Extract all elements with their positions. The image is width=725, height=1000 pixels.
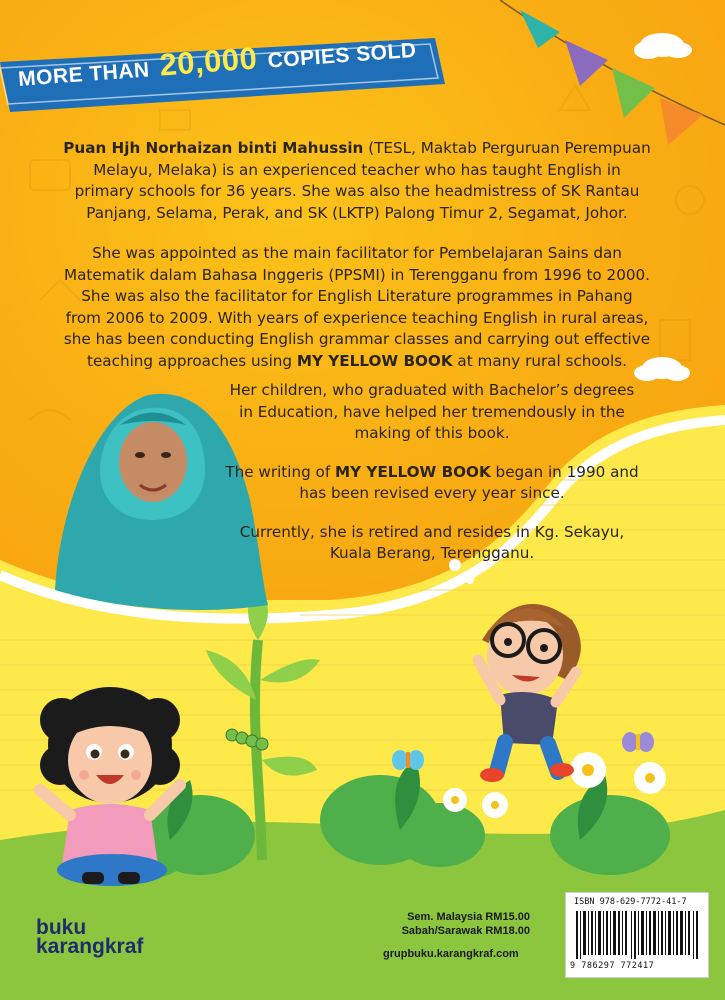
butterfly-icon — [622, 732, 654, 752]
logo-line-2: karangkraf — [36, 935, 144, 958]
banner-pre: MORE THAN — [17, 58, 151, 91]
bio-paragraph-2 — [62, 243, 652, 372]
flower-icon — [634, 762, 666, 794]
flower-icon — [482, 792, 508, 818]
flag-teal — [520, 10, 560, 48]
bio-p1-text: (TESL, Maktab Perguruan Perempuan Melayu, Melaka) is an experienced teacher who has taught English in primary schools for 36 years. She was also the headmistress of SK Rantau Panjang, Selama, Perak, and SK (LKTP) Palong Timur 2, Segamat, Johor. — [74, 139, 651, 222]
barcode — [565, 892, 709, 978]
butterfly-icon — [392, 750, 424, 770]
isbn-label: ISBN 978-629-7772-41-7 — [574, 897, 687, 907]
banner-number: 20,000 — [158, 40, 259, 83]
price-semenanjung: Sem. Malaysia RM15.00 — [407, 911, 530, 923]
bio-p2-end: at many rural schools. — [452, 351, 627, 370]
bio-p2-text: She was appointed as the main facilitator for Pembelajaran Sains dan Matematik dalam Bahasa Inggeris (PPSMI) in Terengganu from 1996 to 2000. She was also the facilitator for English Literature programmes in Pahang from 2006 to 2009. With years of experience teaching English in rural areas, she has been conducting English grammar classes and carrying out effective teaching approaches using — [63, 244, 651, 370]
logo-line-1: buku — [36, 916, 87, 939]
website-url: grupbuku.karangkraf.com — [383, 948, 519, 960]
bio-paragraph-3: Her children, who graduated with Bachelor’s degrees in Education, have helped her tremendously in the making of this book. — [229, 381, 635, 442]
bio-p4-end: began in 1990 and has been revised every year since. — [299, 462, 639, 502]
barcode-bars — [576, 911, 698, 959]
flower-icon — [443, 788, 467, 812]
author-name: Puan Hjh Norhaizan binti Mahussin — [63, 139, 364, 157]
bio-paragraph-5: Currently, she is retired and resides in Kg. Sekayu, Kuala Berang, Terengganu. — [239, 522, 625, 562]
cloud-icon — [634, 33, 692, 59]
bio-paragraph-1 — [62, 138, 652, 224]
author-bio-top — [62, 138, 652, 391]
book-title: MY YELLOW BOOK — [335, 462, 491, 481]
price-sabah-sarawak: Sabah/Sarawak RM18.00 — [401, 925, 530, 937]
publisher-logo — [36, 918, 143, 956]
flag-purple — [565, 40, 608, 86]
bio-p4-text: The writing of — [225, 462, 336, 481]
flower-icon — [570, 752, 606, 788]
author-bio-bottom — [222, 380, 642, 582]
price-list — [380, 910, 530, 938]
flag-green — [612, 68, 655, 118]
isbn-digits: 9 786297 772417 — [570, 961, 655, 971]
book-title: MY YELLOW BOOK — [296, 351, 453, 370]
banner-post: COPIES SOLD — [266, 38, 418, 73]
bio-paragraph-4 — [222, 462, 642, 505]
